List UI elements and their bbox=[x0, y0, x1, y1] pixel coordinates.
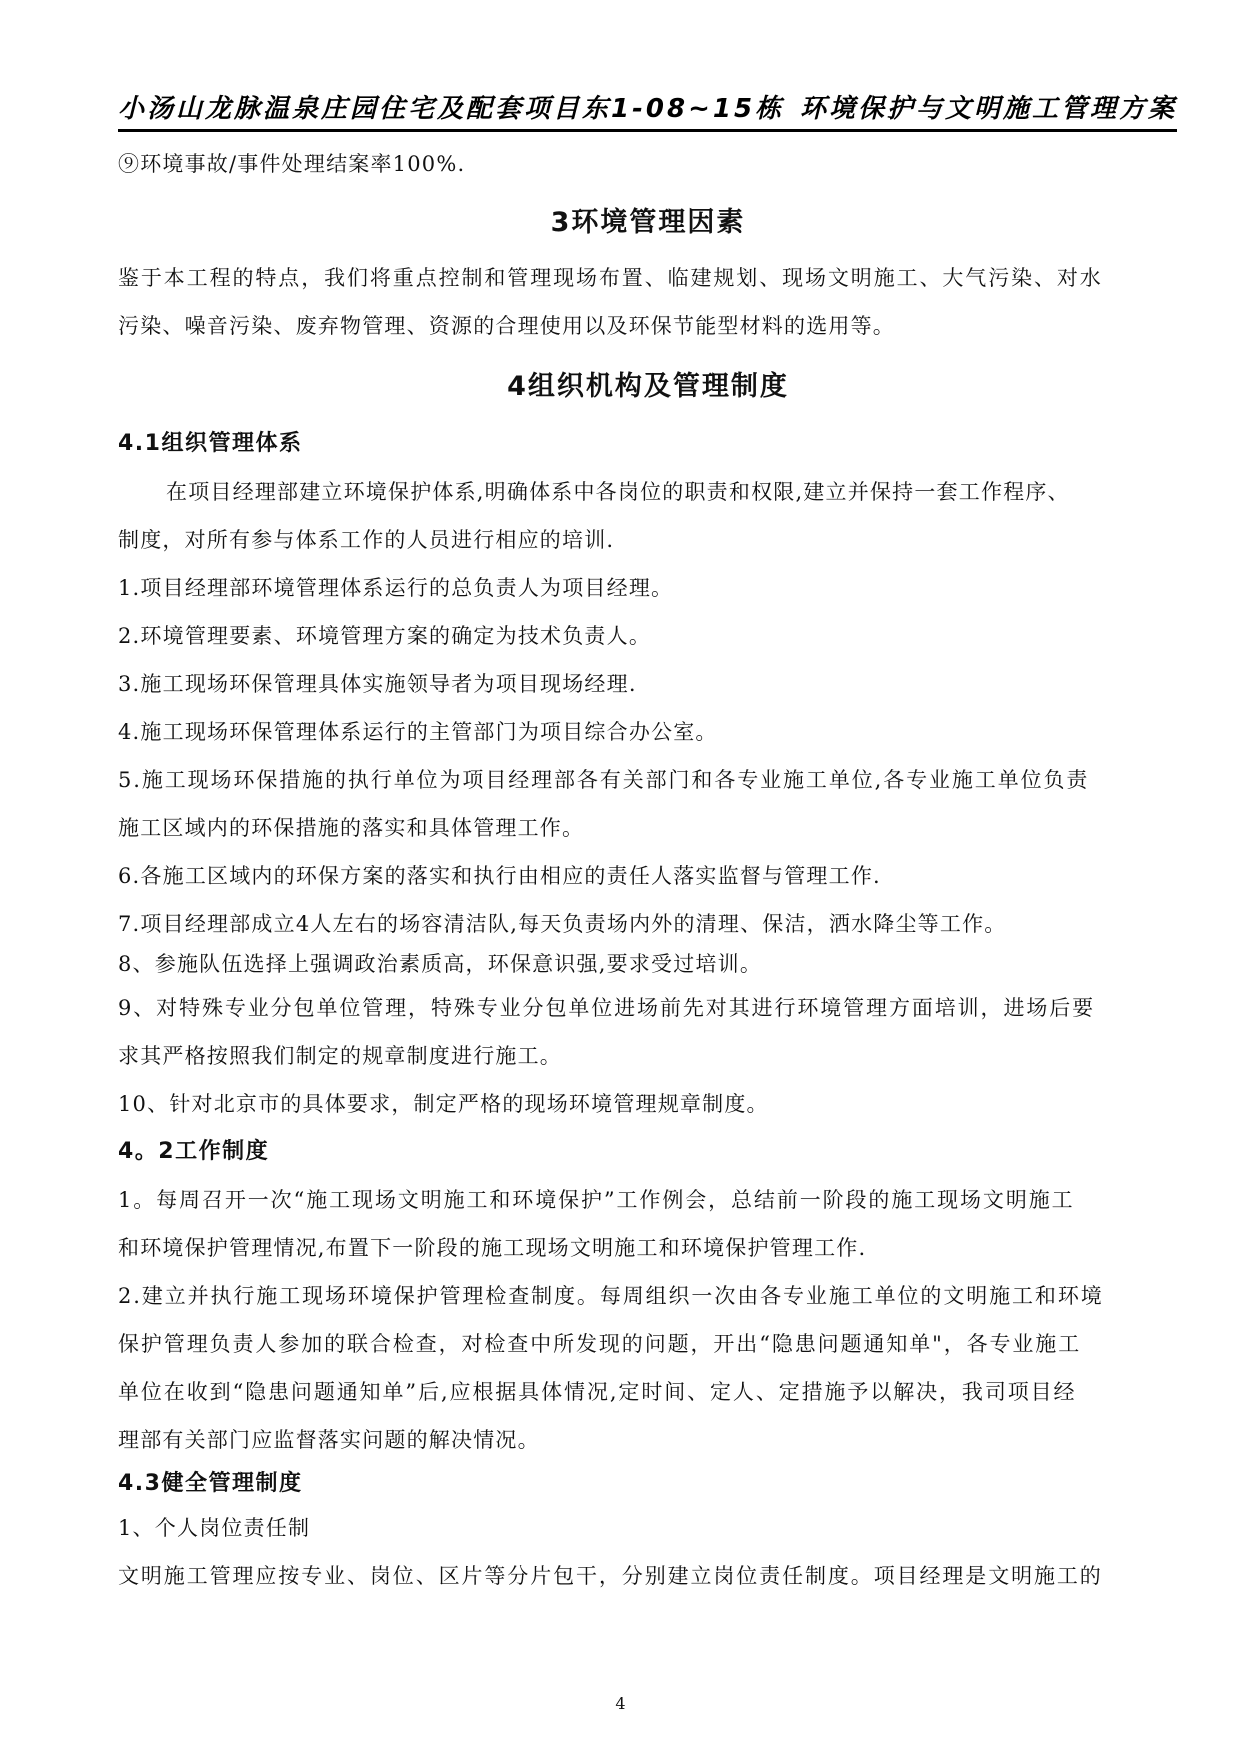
list-item: 6.各施工区域内的环保方案的落实和执行由相应的责任人落实监督与管理工作. bbox=[118, 864, 881, 888]
subsection-heading-4-2: 4。2工作制度 bbox=[118, 1139, 270, 1164]
list-item: 9、对特殊专业分包单位管理，特殊专业分包单位进场前先对其进行环境管理方面培训，进场后要 bbox=[118, 996, 1096, 1020]
subsection-heading-4-1: 4.1组织管理体系 bbox=[118, 431, 303, 456]
paragraph-line: 制度，对所有参与体系工作的人员进行相应的培训. bbox=[118, 528, 615, 552]
list-item: 1.项目经理部环境管理体系运行的总负责人为项目经理。 bbox=[118, 576, 674, 600]
list-item: 2.环境管理要素、环境管理方案的确定为技术负责人。 bbox=[118, 624, 652, 648]
list-item: 4.施工现场环保管理体系运行的主管部门为项目综合办公室。 bbox=[118, 720, 718, 744]
paragraph-line: 鉴于本工程的特点，我们将重点控制和管理现场布置、临建规划、现场文明施工、大气污染、对水 bbox=[118, 266, 1103, 290]
list-item: 7.项目经理部成立4人左右的场容清洁队,每天负责场内外的清理、保洁，洒水降尘等工作。 bbox=[118, 912, 1007, 936]
paragraph-line: 污染、噪音污染、废弃物管理、资源的合理使用以及环保节能型材料的选用等。 bbox=[118, 314, 895, 338]
list-item-continuation: 求其严格按照我们制定的规章制度进行施工。 bbox=[118, 1044, 562, 1068]
paragraph-line: 保护管理负责人参加的联合检查，对检查中所发现的问题，开出“隐患问题通知单"，各专业施工 bbox=[118, 1332, 1082, 1356]
section-heading-4: 4组织机构及管理制度 bbox=[507, 371, 789, 402]
header-project-title: 小汤山龙脉温泉庄园住宅及配套项目东1-08~15栋 bbox=[118, 94, 785, 124]
page-header bbox=[118, 86, 1177, 132]
section-heading-3: 3环境管理因素 bbox=[550, 207, 746, 238]
list-item: 3.施工现场环保管理具体实施领导者为项目现场经理. bbox=[118, 672, 637, 696]
header-document-title: 环境保护与文明施工管理方案 bbox=[799, 94, 1177, 124]
paragraph-line: 在项目经理部建立环境保护体系,明确体系中各岗位的职责和权限,建立并保持一套工作程序、 bbox=[166, 480, 1070, 504]
list-item: 1、个人岗位责任制 bbox=[118, 1516, 311, 1540]
paragraph-line: 单位在收到“隐患问题通知单”后,应根据具体情况,定时间、定人、定措施予以解决，我司项目经 bbox=[118, 1380, 1077, 1404]
paragraph-line: 和环境保护管理情况,布置下一阶段的施工现场文明施工和环境保护管理工作. bbox=[118, 1236, 867, 1260]
paragraph-line: 理部有关部门应监督落实问题的解决情况。 bbox=[118, 1428, 540, 1452]
list-item: 10、针对北京市的具体要求，制定严格的现场环境管理规章制度。 bbox=[118, 1092, 769, 1116]
page-number: 4 bbox=[615, 1694, 626, 1713]
target-item-9: ⑨环境事故/事件处理结案率100%. bbox=[118, 152, 466, 176]
paragraph-line: 文明施工管理应按专业、岗位、区片等分片包干，分别建立岗位责任制度。项目经理是文明施工的 bbox=[118, 1564, 1103, 1588]
list-item: 5.施工现场环保措施的执行单位为项目经理部各有关部门和各专业施工单位,各专业施工单位负责 bbox=[118, 768, 1090, 792]
subsection-heading-4-3: 4.3健全管理制度 bbox=[118, 1471, 303, 1496]
paragraph-line: 2.建立并执行施工现场环境保护管理检查制度。每周组织一次由各专业施工单位的文明施工和环境 bbox=[118, 1284, 1104, 1308]
list-item: 8、参施队伍选择上强调政治素质高，环保意识强,要求受过培训。 bbox=[118, 952, 763, 976]
document-body bbox=[118, 140, 1178, 1600]
list-item-continuation: 施工区域内的环保措施的落实和具体管理工作。 bbox=[118, 816, 585, 840]
paragraph-line: 1。每周召开一次“施工现场文明施工和环境保护”工作例会，总结前一阶段的施工现场文明施工 bbox=[118, 1188, 1075, 1212]
